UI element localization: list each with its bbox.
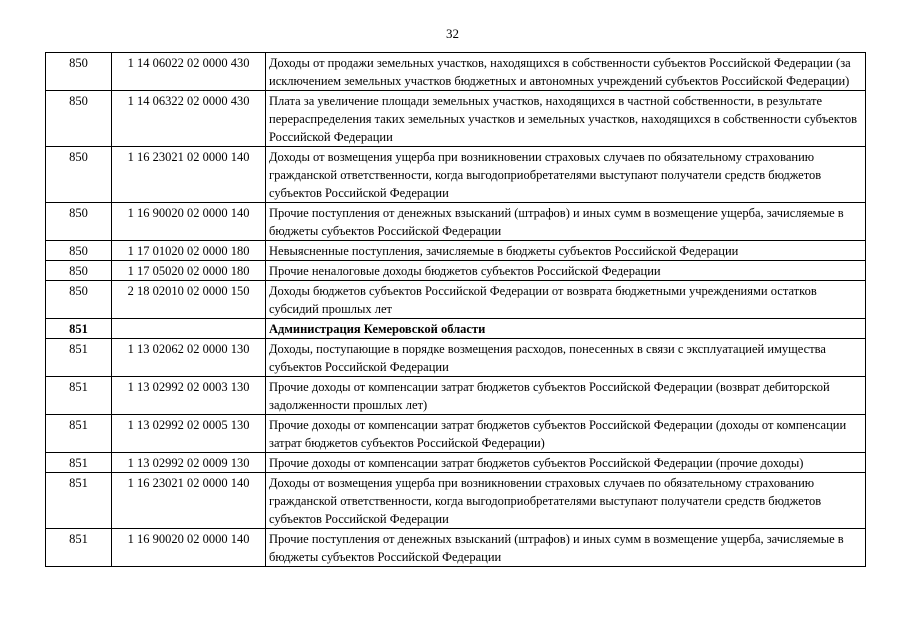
revenue-code-cell: 1 16 23021 02 0000 140 <box>112 473 266 529</box>
table-row <box>46 473 866 529</box>
table-row <box>46 147 866 203</box>
admin-code-cell: 850 <box>46 91 112 147</box>
revenue-code-cell: 1 13 02992 02 0009 130 <box>112 453 266 473</box>
table-row <box>46 241 866 261</box>
table-row <box>46 203 866 241</box>
revenue-code-cell: 1 16 23021 02 0000 140 <box>112 147 266 203</box>
revenue-code-cell: 1 16 90020 02 0000 140 <box>112 203 266 241</box>
table-body <box>46 53 866 567</box>
revenue-description-cell: Невыясненные поступления, зачисляемые в бюджеты субъектов Российской Федерации <box>266 241 866 261</box>
revenue-description-cell: Прочие поступления от денежных взысканий (штрафов) и иных сумм в возмещение ущерба, зачисляемые в бюджеты субъектов Российской Федерации <box>266 529 866 567</box>
revenue-code-cell: 1 16 90020 02 0000 140 <box>112 529 266 567</box>
admin-code-cell: 851 <box>46 415 112 453</box>
revenue-code-cell: 1 14 06022 02 0000 430 <box>112 53 266 91</box>
admin-code-cell: 851 <box>46 453 112 473</box>
revenue-description-cell: Прочие доходы от компенсации затрат бюджетов субъектов Российской Федерации (возврат дебиторской задолженности прошлых лет) <box>266 377 866 415</box>
revenue-description-cell: Доходы, поступающие в порядке возмещения расходов, понесенных в связи с эксплуатацией имущества субъектов Российской Федерации <box>266 339 866 377</box>
table-row <box>46 415 866 453</box>
revenue-description-cell: Прочие доходы от компенсации затрат бюджетов субъектов Российской Федерации (доходы от компенсации затрат бюджетов субъектов Российской Федерации) <box>266 415 866 453</box>
revenue-description-cell: Доходы от возмещения ущерба при возникновении страховых случаев по обязательному страхованию гражданской ответственности, когда выгодоприобретателями выступают получатели средств бюджетов субъектов Российской Федерации <box>266 473 866 529</box>
table-row <box>46 529 866 567</box>
revenue-code-cell <box>112 319 266 339</box>
section-header-row <box>46 319 866 339</box>
page-number: 32 <box>446 26 459 41</box>
revenue-description-cell: Прочие неналоговые доходы бюджетов субъектов Российской Федерации <box>266 261 866 281</box>
table-row <box>46 377 866 415</box>
admin-code-cell: 850 <box>46 203 112 241</box>
revenue-codes-table <box>45 52 866 567</box>
table-row <box>46 281 866 319</box>
admin-code-cell: 850 <box>46 281 112 319</box>
admin-code-cell: 851 <box>46 319 112 339</box>
revenue-description-cell: Доходы бюджетов субъектов Российской Федерации от возврата бюджетными учреждениями остатков субсидий прошлых лет <box>266 281 866 319</box>
revenue-description-cell: Доходы от продажи земельных участков, находящихся в собственности субъектов Российской Федерации (за исключением земельных участков бюджетных и автономных учреждений субъектов Российской Федерации) <box>266 53 866 91</box>
admin-code-cell: 851 <box>46 529 112 567</box>
admin-code-cell: 850 <box>46 241 112 261</box>
admin-code-cell: 851 <box>46 339 112 377</box>
revenue-code-cell: 2 18 02010 02 0000 150 <box>112 281 266 319</box>
table-row <box>46 53 866 91</box>
revenue-code-cell: 1 13 02992 02 0005 130 <box>112 415 266 453</box>
table-row <box>46 453 866 473</box>
revenue-description-cell: Администрация Кемеровской области <box>266 319 866 339</box>
revenue-description-cell: Плата за увеличение площади земельных участков, находящихся в частной собственности, в результате перераспределения таких земельных участков и земельных участков, находящихся в собственности субъектов Российской Федерации <box>266 91 866 147</box>
admin-code-cell: 850 <box>46 53 112 91</box>
revenue-code-cell: 1 14 06322 02 0000 430 <box>112 91 266 147</box>
revenue-description-cell: Доходы от возмещения ущерба при возникновении страховых случаев по обязательному страхованию гражданской ответственности, когда выгодоприобретателями выступают получатели средств бюджетов субъектов Российской Федерации <box>266 147 866 203</box>
table-row <box>46 339 866 377</box>
revenue-code-cell: 1 17 01020 02 0000 180 <box>112 241 266 261</box>
revenue-description-cell: Прочие доходы от компенсации затрат бюджетов субъектов Российской Федерации (прочие доходы) <box>266 453 866 473</box>
admin-code-cell: 850 <box>46 261 112 281</box>
table-row <box>46 91 866 147</box>
revenue-code-cell: 1 17 05020 02 0000 180 <box>112 261 266 281</box>
revenue-code-cell: 1 13 02992 02 0003 130 <box>112 377 266 415</box>
admin-code-cell: 850 <box>46 147 112 203</box>
revenue-code-cell: 1 13 02062 02 0000 130 <box>112 339 266 377</box>
admin-code-cell: 851 <box>46 377 112 415</box>
admin-code-cell: 851 <box>46 473 112 529</box>
revenue-description-cell: Прочие поступления от денежных взысканий (штрафов) и иных сумм в возмещение ущерба, зачисляемые в бюджеты субъектов Российской Федерации <box>266 203 866 241</box>
table-row <box>46 261 866 281</box>
